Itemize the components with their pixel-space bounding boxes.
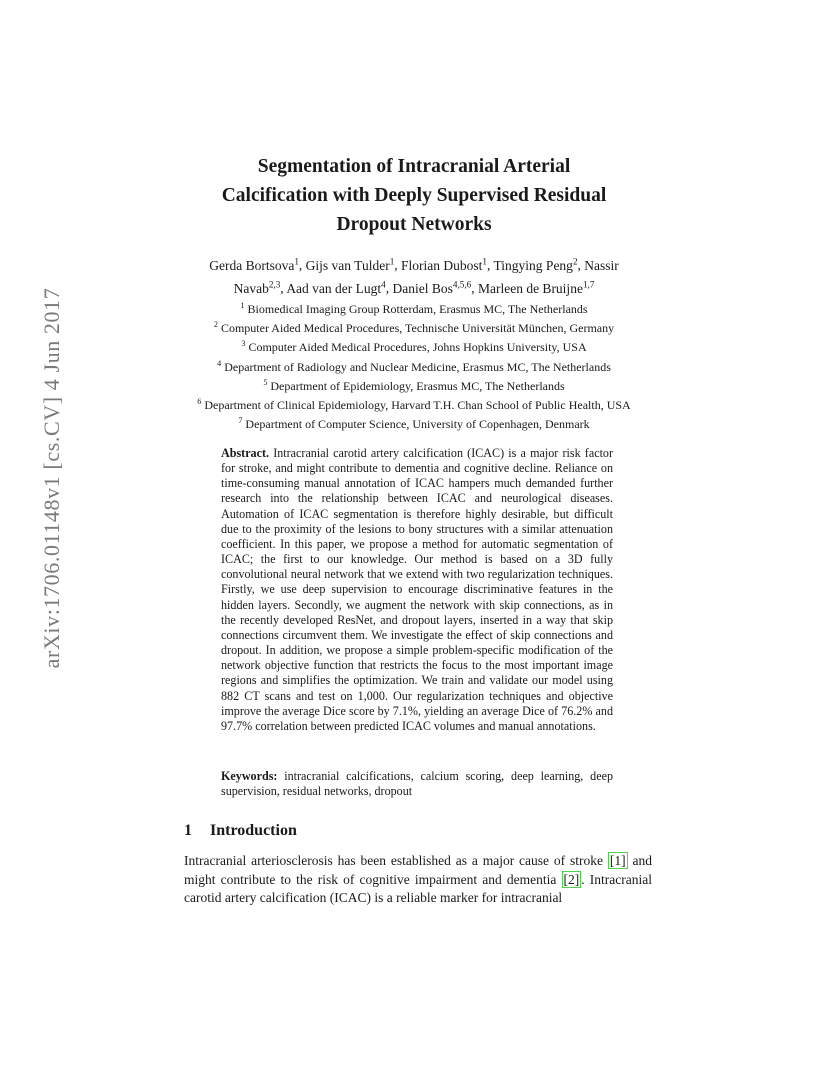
affiliation: $^4$ Department of Radiology and Nuclear Medicine, Erasmus MC, The Netherlands	[217, 358, 611, 374]
abstract-text: Intracranial carotid artery calcification (ICAC) is a major risk factor for stroke, and might contribute to dementia and cognitive decline. Reliance on time-consuming manual annotation of ICAC hampers much demanded further research into the relationship between ICAC and neurological diseases. Automation of ICAC segmentation is therefore highly desirable, but difficult due to the proximity of the lesions to bony structures with a similar attenuation coefficient. In this paper, we propose a method for automatic segmentation of ICAC; the first to our knowledge. Our method is based on a 3D fully convolutional neural network that we extend with two regularization techniques. Firstly, we use deep supervision to encourage discriminative features in the hidden layers. Secondly, we augment the network with skip connections, as in the recently developed ResNet, and dropout layers, inserted in a way that skip connections circumvent them. We investigate the effect of skip connections and dropout. In addition, we propose a simple problem-specific modification of the network objective function that restricts the focus to the most important image regions and simplifies the optimization. We train and validate our model using 882 CT scans and test on 1,000. Our regularization techniques and objective improve the average Dice score by 7.1%, yielding an average Dice of 76.2% and 97.7% correlation between predicted ICAC volumes and manual annotations.	[221, 446, 613, 733]
author: Daniel Bos$^{4,5,6}$	[392, 279, 472, 296]
citation-link[interactable]: [2]	[563, 871, 580, 887]
affiliation: $^6$ Department of Clinical Epidemiology, Harvard T.H. Chan School of Public Health, USA	[197, 397, 631, 413]
title-line: Segmentation of Intracranial Arterial	[257, 156, 571, 177]
citation-link[interactable]: [1]	[609, 853, 626, 868]
author: Gerda Bortsova$^1$	[209, 256, 299, 273]
arxiv-identifier: arXiv:1706.01148v1 [cs.CV] 4 Jun 2017	[39, 287, 64, 669]
affiliation-list	[180, 298, 648, 432]
abstract	[221, 446, 613, 734]
affiliation: $^3$ Computer Aided Medical Procedures, Johns Hopkins University, USA	[241, 339, 587, 355]
affiliation: $^2$ Computer Aided Medical Procedures, Technische Universität München, Germany	[213, 320, 615, 336]
affiliation: $^5$ Department of Epidemiology, Erasmus MC, The Netherlands	[263, 377, 565, 393]
affiliation: $^7$ Department of Computer Science, University of Copenhagen, Denmark	[238, 416, 590, 432]
keywords	[221, 769, 613, 799]
section-number: 1	[184, 822, 192, 839]
author: Florian Dubost$^1$	[401, 256, 488, 273]
title-line: Dropout Networks	[336, 214, 492, 235]
author: Gijs van Tulder$^1$	[305, 256, 395, 273]
intro-paragraph: Intracranial arteriosclerosis has been established as a major cause of stroke [1] and might contribute to the risk of cognitive impairment and dementia [2] . Intracranial carotid artery calcification (ICAC) is a reliable marker for intracranial	[184, 853, 652, 905]
affiliation: $^1$ Biomedical Imaging Group Rotterdam, Erasmus MC, The Netherlands	[240, 301, 588, 316]
section-title: Introduction	[210, 822, 297, 839]
keywords-text: intracranial calcifications, calcium scoring, deep learning, deep supervision, residual networks, dropout	[221, 769, 613, 799]
abstract-label: Abstract.	[221, 446, 270, 460]
author-list: Gerda Bortsova$^1$, Gijs van Tulder$^1$, Florian Dubost$^1$, Tingying Peng$^2$, Nassir Navab$^{2,3}$, Aad van der Lugt$^4$, Daniel Bos$^{4,5,6}$, Marleen de Bruijne$^{1,7}$	[209, 256, 619, 296]
paper-title	[160, 152, 668, 239]
section-heading	[184, 822, 297, 840]
author: Nassir Navab$^{2,3}$	[233, 257, 619, 296]
keywords-label: Keywords:	[221, 769, 278, 783]
author: Marleen de Bruijne$^{1,7}$	[477, 279, 595, 296]
title-line: Calcification with Deeply Supervised Residual	[221, 185, 607, 206]
author: Tingying Peng$^2$	[493, 256, 578, 273]
author: Aad van der Lugt$^4$	[286, 279, 386, 296]
